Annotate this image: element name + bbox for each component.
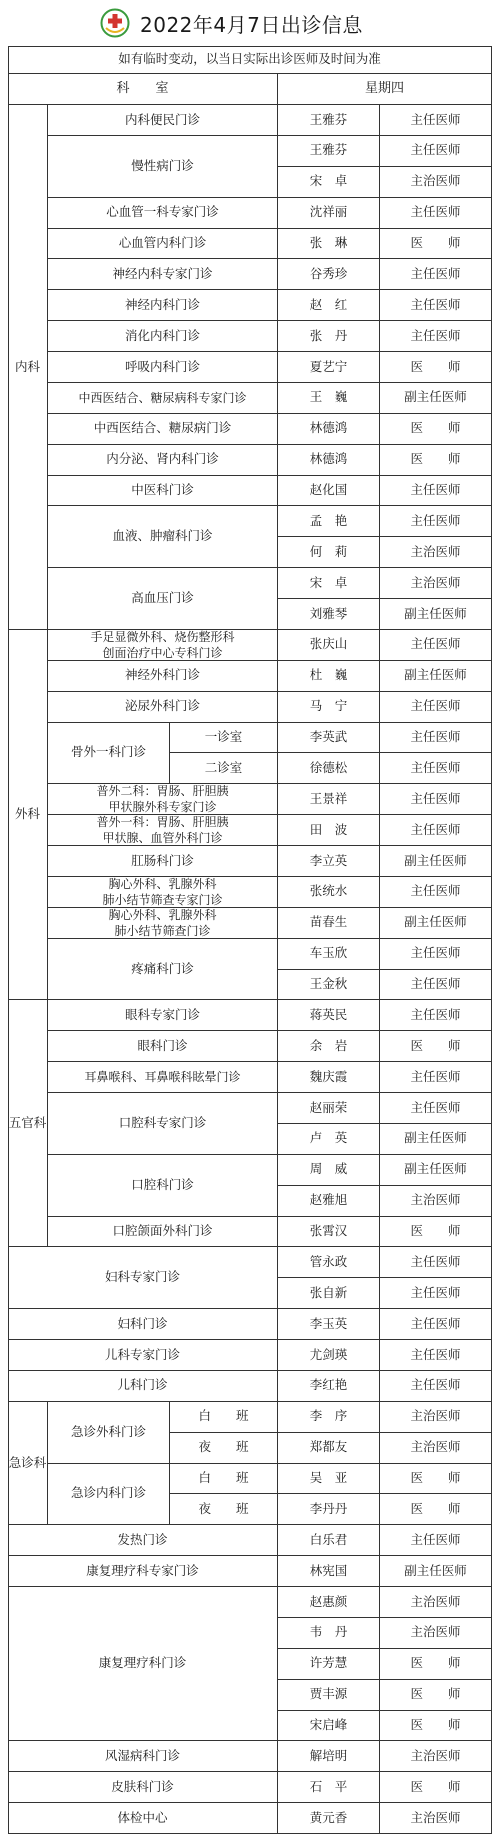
clinic-name: 骨外一科门诊 (48, 723, 170, 785)
clinic-name: 普外一科：胃肠、肝胆胰 甲状腺、血管外科门诊 (48, 815, 278, 846)
doctor-title: 主任医师 (380, 290, 492, 321)
doctor-title: 主治医师 (380, 1741, 492, 1772)
doctor-name: 李玉英 (278, 1309, 380, 1340)
doctor-title: 主治医师 (380, 1618, 492, 1649)
doctor-name: 苗春生 (278, 908, 380, 939)
doctor-name: 张自新 (278, 1278, 380, 1309)
doctor-name: 王金秋 (278, 970, 380, 1001)
doctor-name: 黄元香 (278, 1803, 380, 1834)
doctor-name: 赵 红 (278, 290, 380, 321)
doctor-title: 医 师 (380, 1464, 492, 1495)
doctor-title: 主治医师 (380, 1186, 492, 1217)
clinic-name: 中医科门诊 (48, 476, 278, 507)
doctor-title: 医 师 (380, 1772, 492, 1803)
doctor-name: 尤剑瑛 (278, 1340, 380, 1371)
doctor-name: 李红艳 (278, 1371, 380, 1402)
clinic-name: 急诊外科门诊 (48, 1402, 170, 1464)
doctor-title: 医 师 (380, 445, 492, 476)
doctor-title: 主治医师 (380, 568, 492, 599)
doctor-name: 周 威 (278, 1155, 380, 1186)
doctor-title: 医 师 (380, 1649, 492, 1680)
clinic-name: 胸心外科、乳腺外科 肺小结节筛查专家门诊 (48, 877, 278, 908)
clinic-name: 康复理疗科专家门诊 (8, 1556, 278, 1587)
clinic-name: 肛肠科门诊 (48, 846, 278, 877)
clinic-name: 高血压门诊 (48, 568, 278, 630)
doctor-title: 主任医师 (380, 1093, 492, 1124)
clinic-name: 皮肤科门诊 (8, 1772, 278, 1803)
doctor-name: 宋启峰 (278, 1711, 380, 1742)
clinic-name: 发热门诊 (8, 1525, 278, 1556)
doctor-name: 张霄汉 (278, 1217, 380, 1248)
doctor-title: 副主任医师 (380, 383, 492, 414)
clinic-name: 呼吸内科门诊 (48, 352, 278, 383)
doctor-name: 白乐君 (278, 1525, 380, 1556)
doctor-title: 副主任医师 (380, 1124, 492, 1155)
doctor-title: 主任医师 (380, 877, 492, 908)
doctor-name: 许芳慧 (278, 1649, 380, 1680)
doctor-title: 主任医师 (380, 1525, 492, 1556)
doctor-name: 郑都友 (278, 1433, 380, 1464)
doctor-name: 张 丹 (278, 321, 380, 352)
doctor-name: 沈祥丽 (278, 198, 380, 229)
doctor-name: 赵化国 (278, 476, 380, 507)
doctor-title: 主任医师 (380, 1000, 492, 1031)
group-emergency: 急诊科 (8, 1402, 48, 1526)
clinic-name: 康复理疗科门诊 (8, 1587, 278, 1741)
doctor-title: 主任医师 (380, 1062, 492, 1093)
doctor-name: 王雅芬 (278, 136, 380, 167)
doctor-title: 医 师 (380, 1680, 492, 1711)
doctor-name: 韦 丹 (278, 1618, 380, 1649)
doctor-name: 宋 卓 (278, 568, 380, 599)
doctor-name: 赵丽荣 (278, 1093, 380, 1124)
doctor-name: 孟 艳 (278, 506, 380, 537)
doctor-title: 主任医师 (380, 476, 492, 507)
doctor-title: 主任医师 (380, 506, 492, 537)
doctor-name: 刘雅琴 (278, 599, 380, 630)
doctor-name: 夏艺宁 (278, 352, 380, 383)
clinic-name: 普外二科：胃肠、肝胆胰 甲状腺外科专家门诊 (48, 784, 278, 815)
doctor-title: 主任医师 (380, 105, 492, 136)
clinic-name: 妇科专家门诊 (8, 1247, 278, 1309)
doctor-name: 赵惠颜 (278, 1587, 380, 1618)
notice-text: 如有临时变动，以当日实际出诊医师及时间为准 (8, 46, 492, 74)
doctor-name: 张 琳 (278, 229, 380, 260)
doctor-title: 医 师 (380, 1031, 492, 1062)
sub-room: 二诊室 (170, 753, 278, 784)
group-internal: 内科 (8, 105, 48, 630)
doctor-title: 主任医师 (380, 321, 492, 352)
doctor-name: 王雅芬 (278, 105, 380, 136)
clinic-name: 口腔颌面外科门诊 (48, 1217, 278, 1248)
column-header-day: 星期四 (278, 74, 492, 105)
doctor-title: 主任医师 (380, 630, 492, 661)
clinic-name: 急诊内科门诊 (48, 1464, 170, 1526)
doctor-title: 主任医师 (380, 692, 492, 723)
sub-room: 一诊室 (170, 723, 278, 754)
doctor-title: 主任医师 (380, 939, 492, 970)
clinic-name: 眼科专家门诊 (48, 1000, 278, 1031)
clinic-name: 心血管一科专家门诊 (48, 198, 278, 229)
doctor-title: 主任医师 (380, 784, 492, 815)
page-title: 2022年4月7日出诊信息 (140, 13, 363, 37)
hospital-logo-icon (100, 8, 130, 38)
doctor-title: 主治医师 (380, 537, 492, 568)
doctor-title: 副主任医师 (380, 661, 492, 692)
clinic-name: 神经外科门诊 (48, 661, 278, 692)
doctor-name: 赵雅旭 (278, 1186, 380, 1217)
doctor-title: 副主任医师 (380, 599, 492, 630)
page-header (0, 0, 500, 46)
doctor-name: 吴 亚 (278, 1464, 380, 1495)
doctor-name: 李 序 (278, 1402, 380, 1433)
doctor-name: 李英武 (278, 723, 380, 754)
doctor-title: 主任医师 (380, 136, 492, 167)
doctor-name: 田 波 (278, 815, 380, 846)
doctor-name: 魏庆霞 (278, 1062, 380, 1093)
doctor-title: 医 师 (380, 1217, 492, 1248)
clinic-name: 眼科门诊 (48, 1031, 278, 1062)
doctor-title: 主任医师 (380, 259, 492, 290)
doctor-name: 蒋英民 (278, 1000, 380, 1031)
clinic-name: 消化内科门诊 (48, 321, 278, 352)
doctor-title: 主治医师 (380, 1587, 492, 1618)
doctor-title: 主任医师 (380, 1371, 492, 1402)
doctor-name: 林德鸿 (278, 414, 380, 445)
clinic-name: 胸心外科、乳腺外科 肺小结节筛查门诊 (48, 908, 278, 939)
doctor-title: 主治医师 (380, 167, 492, 198)
doctor-name: 王 巍 (278, 383, 380, 414)
doctor-title: 副主任医师 (380, 846, 492, 877)
sub-room: 白 班 (170, 1402, 278, 1433)
clinic-name: 儿科门诊 (8, 1371, 278, 1402)
doctor-name: 徐德松 (278, 753, 380, 784)
clinic-name: 中西医结合、糖尿病科专家门诊 (48, 383, 278, 414)
clinic-name: 口腔科门诊 (48, 1155, 278, 1217)
doctor-name: 李丹丹 (278, 1494, 380, 1525)
doctor-title: 医 师 (380, 414, 492, 445)
clinic-name: 中西医结合、糖尿病门诊 (48, 414, 278, 445)
doctor-name: 车玉欣 (278, 939, 380, 970)
doctor-title: 副主任医师 (380, 908, 492, 939)
doctor-title: 主任医师 (380, 1309, 492, 1340)
clinic-name: 内分泌、肾内科门诊 (48, 445, 278, 476)
doctor-title: 主治医师 (380, 1433, 492, 1464)
doctor-name: 马 宁 (278, 692, 380, 723)
doctor-name: 卢 英 (278, 1124, 380, 1155)
clinic-name: 神经内科门诊 (48, 290, 278, 321)
doctor-title: 医 师 (380, 1494, 492, 1525)
doctor-name: 余 岩 (278, 1031, 380, 1062)
clinic-name: 妇科门诊 (8, 1309, 278, 1340)
doctor-name: 解培明 (278, 1741, 380, 1772)
doctor-name: 谷秀珍 (278, 259, 380, 290)
sub-room: 夜 班 (170, 1433, 278, 1464)
clinic-name: 耳鼻喉科、耳鼻喉科眩晕门诊 (48, 1062, 278, 1093)
clinic-name: 内科便民门诊 (48, 105, 278, 136)
doctor-title: 主任医师 (380, 1340, 492, 1371)
clinic-name: 神经内科专家门诊 (48, 259, 278, 290)
group-surgery: 外科 (8, 630, 48, 1001)
clinic-name: 手足显微外科、烧伤整形科 创面治疗中心专科门诊 (48, 630, 278, 661)
doctor-name: 王景祥 (278, 784, 380, 815)
doctor-title: 医 师 (380, 229, 492, 260)
doctor-name: 宋 卓 (278, 167, 380, 198)
group-ent: 五官科 (8, 1000, 48, 1247)
doctor-name: 何 莉 (278, 537, 380, 568)
clinic-name: 慢性病门诊 (48, 136, 278, 198)
clinic-name: 风湿病科门诊 (8, 1741, 278, 1772)
doctor-name: 杜 巍 (278, 661, 380, 692)
doctor-title: 主任医师 (380, 815, 492, 846)
doctor-name: 李立英 (278, 846, 380, 877)
sub-room: 夜 班 (170, 1494, 278, 1525)
doctor-title: 副主任医师 (380, 1155, 492, 1186)
doctor-title: 主任医师 (380, 753, 492, 784)
doctor-name: 张庆山 (278, 630, 380, 661)
clinic-name: 心血管内科门诊 (48, 229, 278, 260)
doctor-title: 主任医师 (380, 1247, 492, 1278)
doctor-name: 管永政 (278, 1247, 380, 1278)
sub-room: 白 班 (170, 1464, 278, 1495)
doctor-title: 主治医师 (380, 1803, 492, 1834)
doctor-name: 贾丰源 (278, 1680, 380, 1711)
doctor-name: 石 平 (278, 1772, 380, 1803)
doctor-name: 林德鸿 (278, 445, 380, 476)
clinic-name: 血液、肿瘤科门诊 (48, 506, 278, 568)
doctor-title: 主治医师 (380, 1402, 492, 1433)
doctor-title: 主任医师 (380, 970, 492, 1001)
doctor-title: 医 师 (380, 352, 492, 383)
clinic-name: 口腔科专家门诊 (48, 1093, 278, 1155)
doctor-title: 主任医师 (380, 723, 492, 754)
clinic-name: 儿科专家门诊 (8, 1340, 278, 1371)
doctor-name: 林宪国 (278, 1556, 380, 1587)
column-header-department: 科 室 (8, 74, 278, 105)
doctor-name: 张统水 (278, 877, 380, 908)
clinic-name: 泌尿外科门诊 (48, 692, 278, 723)
doctor-title: 主任医师 (380, 198, 492, 229)
clinic-name: 疼痛科门诊 (48, 939, 278, 1001)
doctor-title: 医 师 (380, 1711, 492, 1742)
doctor-title: 副主任医师 (380, 1556, 492, 1587)
doctor-title: 主任医师 (380, 1278, 492, 1309)
clinic-name: 体检中心 (8, 1803, 278, 1834)
